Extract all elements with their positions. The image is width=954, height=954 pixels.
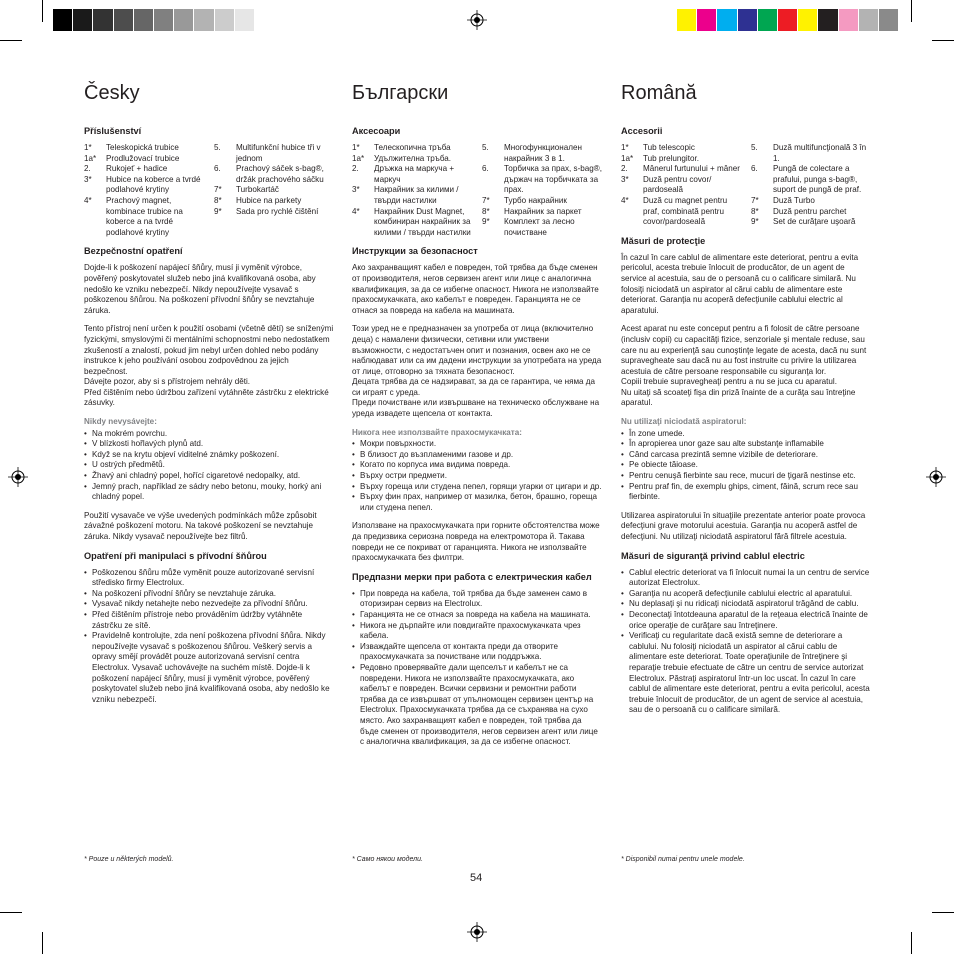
list-item: • Изваждайте щепсела от контакта преди да отворите прахосмукачката за почистване или поддръжка. [352, 642, 602, 663]
column-bulgarian [352, 82, 602, 756]
footnote: * Само някои модели. [352, 856, 423, 863]
crop-mark [0, 912, 22, 913]
accessory-number: 3* [352, 185, 360, 195]
accessory-name: Tub telescopic [643, 143, 695, 152]
list-item: • Върху остри предмети. [352, 471, 602, 482]
accessory-name: Sada pro rychlé čištění [236, 206, 319, 216]
list-item: • Jemný prach, například ze sádry nebo betonu, mouky, horký ani chladný popel. [84, 482, 334, 503]
list-item: • Редовно проверявайте дали щепселът и кабелът не са повредени. Никога не използвайте прахосмукачката, ако кабелът е повреден. Всички сервизни и ремонтни работи трябва да се извършват от упълномощен сервизен център на Electrolux. Прахосмукачката трябва да се съхранява на сухо място. Ако захранващият кабел е повреден, той трябва да бъде сменен от производителя, негов сервизен агент или лице с аналогична квалификация, за да се избегне опасност. [352, 663, 602, 748]
accessory-name: Mânerul furtunului + mâner [643, 164, 740, 174]
accessory-name: Торбичка за прах, s-bag®, държач на торбичката за прах. [504, 164, 603, 195]
accessories-list [84, 143, 334, 238]
color-swatch [174, 9, 194, 31]
color-swatch [798, 9, 818, 31]
accessory-name: Pungă de colectare a prafului, punga s-bag®, suport de pungă de praf. [773, 164, 862, 195]
paragraph: Dojde-li k poškození napájecí šňůry, musí ji vyměnit výrobce, pověřený poskytovatel služeb nebo jiná kvalifikovaná osoba, aby nedošlo ke vzniku nebezpečí. Nikdy nepoužívejte vysavač s poškozenou šňůrou. Na poškození přívodní šňůry se nevztahuje záruka. [84, 263, 316, 315]
accessory-item [751, 217, 871, 228]
list-item: • V blízkosti hořlavých plynů atd. [84, 439, 334, 450]
list-item: • Върху фин прах, например от мазилка, бетон, брашно, гореща или студена пепел. [352, 492, 602, 513]
accessory-number: 1* [84, 143, 92, 152]
footnote: * Disponibil numai pentru unele modele. [621, 856, 745, 863]
accessory-number: 1a* [84, 153, 97, 163]
accessory-item [214, 164, 334, 185]
bullet-list [621, 568, 871, 716]
accessory-item [352, 185, 472, 206]
list-item: • Мокри повърхности. [352, 439, 602, 450]
accessory-number: 9* [482, 217, 490, 227]
accessory-number: 6. [482, 164, 489, 174]
accessories-column [621, 143, 741, 228]
bullet-list [352, 439, 602, 513]
color-swatch [778, 9, 798, 31]
accessory-number: 1a* [621, 153, 634, 163]
accessory-name: Turbokartáč [236, 185, 279, 195]
accessory-item [84, 143, 204, 154]
accessories-column [482, 143, 602, 238]
accessory-item [352, 143, 472, 154]
paragraph: Този уред не е предназначен за употреба от лица (включително деца) с намалени физически, сетивни или умствени възможности, с недостатъчен опит и познания, освен ако не се наблюдават или са им дадени инструкции за употребата на уреда от лице, отговорно за тяхната безопасност. Децата трябва да се надзирават, за да се гарантира, че няма да си играят с уреда. Преди почистване или извършване на техническо обслужване на уреда извадете щепсела от контакта. [352, 324, 602, 419]
subheading: Nikdy nevysávejte: [84, 417, 157, 427]
accessory-number: 3* [621, 174, 629, 184]
accessory-number: 1* [621, 143, 629, 152]
paragraph: Acest aparat nu este conceput pentru a fi folosit de către persoane (inclusiv copii) cu capacităţi fizice, senzoriale şi mentale reduse, sau care nu au experienţă sau cunoştinţe legate de acesta, dacă nu sunt supravegheate sau dacă nu au fost instruite cu privire la utilizarea acestuia de către persoane responsabile cu siguranţa lor. Copiii trebuie supravegheaţi pentru a nu se juca cu aparatul. Nu uitaţi să scoateţi fişa din priză înainte de a curăţa sau întreţine aparatul. [621, 324, 867, 408]
accessory-name: Накрайник Dust Magnet, комбиниран накрайник за килими / твърди настилки [374, 206, 471, 237]
accessory-item [621, 196, 741, 228]
crop-mark [932, 912, 954, 913]
accessory-name: Prachový sáček s-bag®, držák prachového sáčku [236, 164, 324, 184]
list-item: • În apropierea unor gaze sau alte substanţe inflamabile [621, 439, 871, 450]
accessory-number: 9* [751, 217, 759, 227]
accessory-number: 1a* [352, 153, 365, 163]
column-czech [84, 82, 334, 713]
accessory-name: Duză cu magnet pentru praf, combinată pentru covor/pardoseală [643, 195, 728, 227]
list-item: • Když se na krytu objeví viditelné známky poškození. [84, 450, 334, 461]
accessories-column [352, 143, 472, 238]
list-item: • Гаранцията не се отнася за повреда на кабела на машината. [352, 610, 602, 621]
accessory-number: 6. [751, 164, 758, 174]
accessory-item [751, 164, 871, 196]
color-swatch [818, 9, 838, 31]
registration-mark-icon [467, 922, 487, 942]
registration-mark-icon [467, 10, 487, 30]
list-item: • Когато по корпуса има видима повреда. [352, 460, 602, 471]
list-item: • În zone umede. [621, 429, 871, 440]
accessory-item [751, 143, 871, 164]
crop-mark [42, 932, 43, 954]
accessory-name: Дръжка на маркуча + маркуч [374, 164, 455, 184]
paragraph: Ако захранващият кабел е повреден, той трябва да бъде сменен от производителя, негов сервизен агент или лице с аналогична квалификация, за да се избегне опасност. Никога не използвайте прахосмукачката, ако кабелът е повреден. Гаранцията не се отнася за повреда на кабела на машината. [352, 263, 599, 315]
color-swatch [73, 9, 93, 31]
accessory-item [352, 164, 472, 185]
bullet-list [621, 429, 871, 503]
color-swatch [255, 9, 275, 31]
accessory-number: 8* [214, 195, 222, 205]
accessory-number: 8* [482, 206, 490, 216]
crop-mark [911, 932, 912, 954]
accessory-item [621, 143, 741, 154]
section-heading: Accesorii [621, 126, 663, 136]
color-swatch [859, 9, 879, 31]
accessory-item [84, 154, 204, 165]
accessory-number: 7* [751, 195, 759, 205]
color-swatch [717, 9, 737, 31]
crop-mark [0, 40, 22, 41]
accessories-column [751, 143, 871, 228]
list-item: • Pe obiecte tăioase. [621, 460, 871, 471]
accessory-number: 2. [84, 164, 91, 174]
list-item: • Před čištěním přístroje nebo prováděním údržby vytáhněte zástrčku ze sítě. [84, 610, 334, 631]
section-heading: Opatření při manipulaci s přívodní šňůrou [84, 550, 267, 561]
accessory-name: Накрайник за паркет [504, 206, 582, 216]
accessory-name: Duză multifuncţională 3 în 1. [773, 143, 867, 163]
accessory-number: 2. [621, 164, 628, 174]
process-color-bar [677, 9, 899, 31]
accessory-number: 7* [214, 185, 222, 195]
accessories-column [84, 143, 204, 238]
accessory-item [84, 196, 204, 238]
color-swatch [134, 9, 154, 31]
color-swatch [53, 9, 73, 31]
list-item: • Върху гореща или студена пепел, горящи угарки от цигари и др. [352, 482, 602, 493]
list-item: • Nu deplasaţi şi nu ridicaţi niciodată aspiratorul trăgând de cablu. [621, 599, 871, 610]
bullet-list [84, 429, 334, 503]
accessories-column [214, 143, 334, 238]
accessory-item [214, 196, 334, 207]
list-item: • Când carcasa prezintă semne vizibile de deteriorare. [621, 450, 871, 461]
accessory-number: 7* [482, 195, 490, 205]
registration-mark-icon [8, 467, 28, 487]
section-heading: Аксесоари [352, 126, 401, 136]
paragraph: Използване на прахосмукачката при горните обстоятелства може да предизвика сериозна повреда на електромотора й. Такава повреди не се покриват от гаранцията. Никога не използвайте прахосмукачката без филтри. [352, 521, 600, 563]
color-swatch [697, 9, 717, 31]
accessory-item [352, 207, 472, 239]
paragraph: În cazul în care cablul de alimentare este deteriorat, pentru a evita pericolul, acesta trebuie înlocuit de producător, de un agent de service al acestuia, sau de o persoană cu o calificare similară. Nu folosiţi niciodată un aspirator al cărui cablu de alimentare este deteriorat. Garanţia nu acoperă defecţiunile cablului electric al aparatului. [621, 252, 859, 315]
accessory-name: Комплект за лесно почистване [504, 217, 575, 237]
paragraph: Použití vysavače ve výše uvedených podmínkách může způsobit závažné poškození motoru. Na takové poškození se nevztahuje záruka. Nikdy vysavač nepoužívejte bez filtrů. [84, 510, 317, 541]
accessory-number: 4* [621, 195, 629, 205]
accessory-name: Удължителна тръба. [374, 153, 452, 163]
accessory-name: Duză Turbo [773, 195, 815, 205]
accessories-list [621, 143, 871, 228]
crop-mark [42, 0, 43, 22]
accessory-item [621, 154, 741, 165]
accessory-name: Tub prelungitor. [643, 153, 699, 163]
accessory-name: Prachový magnet, kombinace trubice na koberce a na tvrdé podlahové krytiny [106, 195, 183, 237]
color-swatch [154, 9, 174, 31]
bullet-list [352, 589, 602, 748]
accessory-item [214, 143, 334, 164]
accessories-list [352, 143, 602, 238]
crop-mark [932, 40, 954, 41]
accessory-name: Multifunkční hubice tři v jednom [236, 143, 321, 163]
list-item: • U ostrých předmětů. [84, 460, 334, 471]
accessory-number: 4* [352, 206, 360, 216]
paragraph: Utilizarea aspiratorului în situaţiile prezentate anterior poate provoca defecţiuni grave motorului acestuia. Garanţia nu acoperă astfel de defecţiuni. Nu utilizaţi niciodată aspiratorul fără filtrele acestuia. [621, 510, 866, 541]
accessory-name: Турбо накрайник [504, 195, 567, 205]
color-swatch [677, 9, 697, 31]
list-item: • Poškozenou šňůru může vyměnit pouze autorizované servisní středisko firmy Electrolux. [84, 568, 334, 589]
accessory-number: 5. [482, 143, 489, 152]
accessory-item [482, 196, 602, 207]
list-item: • Žhavý ani chladný popel, hořící cigaretové nedopalky, atd. [84, 471, 334, 482]
section-heading: Bezpečnostní opatření [84, 246, 183, 257]
accessory-item [482, 207, 602, 218]
color-swatch [235, 9, 255, 31]
accessory-number: 5. [751, 143, 758, 152]
accessory-number: 4* [84, 195, 92, 205]
accessory-name: Rukojeť + hadice [106, 164, 168, 174]
section-heading: Příslušenství [84, 126, 142, 136]
list-item: • При повреда на кабела, той трябва да бъде заменен само в оторизиран сервиз на Electrolux. [352, 589, 602, 610]
accessory-name: Set de curăţare uşoară [773, 217, 856, 227]
accessory-name: Многофункционален накрайник 3 в 1. [504, 143, 582, 163]
list-item: • Garanţia nu acoperă defecţiunile cablului electric al aparatului. [621, 589, 871, 600]
language-title: Български [352, 82, 449, 104]
accessory-item [352, 154, 472, 165]
list-item: • Na mokrém povrchu. [84, 429, 334, 440]
list-item: • Na poškození přívodní šňůry se nevztahuje záruka. [84, 589, 334, 600]
section-heading: Инструкции за безопасност [352, 246, 478, 257]
color-swatch [114, 9, 134, 31]
color-swatch [758, 9, 778, 31]
list-item: • Cablul electric deteriorat va fi înlocuit numai la un centru de service autorizat Electrolux. [621, 568, 871, 589]
section-heading: Măsuri de protecţie [621, 235, 706, 246]
grayscale-color-bar [53, 9, 275, 31]
accessory-name: Teleskopická trubice [106, 143, 179, 152]
accessory-item [482, 143, 602, 164]
accessory-number: 6. [214, 164, 221, 174]
accessory-name: Hubice na koberce a tvrdé podlahové krytiny [106, 174, 201, 195]
accessory-item [214, 185, 334, 196]
accessory-number: 5. [214, 143, 221, 152]
accessory-number: 1* [352, 143, 360, 152]
color-swatch [879, 9, 899, 31]
subheading: Никога нее използвайте прахосмукачката: [352, 427, 522, 437]
accessory-name: Duză pentru parchet [773, 206, 847, 216]
accessory-item [751, 196, 871, 207]
accessory-name: Hubice na parkety [236, 195, 302, 205]
crop-mark [911, 0, 912, 22]
accessory-item [84, 175, 204, 196]
accessory-number: 2. [352, 164, 359, 174]
accessory-item [482, 217, 602, 238]
section-heading: Предпазни мерки при работа с електрическия кабел [352, 571, 592, 582]
accessory-number: 3* [84, 174, 92, 184]
accessory-name: Prodlužovací trubice [106, 153, 180, 163]
list-item: • Pentru cenuşă fierbinte sau rece, mucuri de ţigară nestinse etc. [621, 471, 871, 482]
list-item: • Pentru praf fin, de exemplu ghips, ciment, făină, scrum rece sau fierbinte. [621, 482, 871, 503]
section-heading: Măsuri de siguranţă privind cablul electric [621, 550, 805, 561]
color-swatch [839, 9, 859, 31]
accessory-item [621, 175, 741, 196]
color-swatch [738, 9, 758, 31]
footnote: * Pouze u některých modelů. [84, 856, 174, 863]
accessory-item [621, 164, 741, 175]
language-title: Česky [84, 82, 140, 104]
accessory-item [482, 164, 602, 196]
accessory-item [84, 164, 204, 175]
list-item: • Deconectaţi întotdeauna aparatul de la reţeaua electrică înainte de orice operaţie de curăţare sau întreţinere. [621, 610, 871, 631]
list-item: • В близост до възпламеними газове и др. [352, 450, 602, 461]
language-title: Română [621, 82, 697, 104]
subheading: Nu utilizaţi niciodată aspiratorul: [621, 417, 747, 427]
list-item: • Pravidelně kontrolujte, zda není poškozena přívodní šňůra. Nikdy nepoužívejte vysavač s poškozenou šňůrou. Veškerý servis a opravy smějí provádět pouze autorizovaná servisní centra Electrolux. Vysavač uchovávejte na suchém místě. Dojde-li k poškození napájecí šňůry, musí ji vyměnit výrobce, pověřený poskytovatel služeb nebo jiná kvalifikovaná osoba, aby nedošlo ke vzniku nebezpečí. [84, 631, 334, 705]
accessory-name: Телескопична тръба [374, 143, 451, 152]
registration-mark-icon [926, 467, 946, 487]
paragraph: Tento přístroj není určen k použití osobami (včetně dětí) se sníženými fyzickými, smyslovými či mentálními schopnostmi nebo nedostatkem zkušeností a znalostí, pokud jim nebyl určen dohled nebo podány instrukce k jeho používání osobou zodpovědnou za jejich bezpečnost. Dávejte pozor, aby si s přístrojem nehrály děti. Před čištěním nebo údržbou zařízení vytáhněte zástrčku z elektrické zásuvky. [84, 324, 334, 408]
accessory-name: Duză pentru covor/ pardoseală [643, 174, 712, 195]
accessory-number: 8* [751, 206, 759, 216]
bullet-list [84, 568, 334, 706]
list-item: • Никога не дърпайте или повдигайте прахосмукачката чрез кабела. [352, 621, 602, 642]
accessory-name: Накрайник за килими / твърди настилки [374, 185, 459, 205]
accessory-number: 9* [214, 206, 222, 216]
accessory-item [214, 207, 334, 218]
list-item: • Verificaţi cu regularitate dacă există semne de deteriorare a cablului. Nu folosiţi niciodată un aspirator al cărui cablu de alimentare este deteriorat. Toate operaţiunile de întreţinere şi reparaţie trebuie efectuate de către un centru de service autorizat Electrolux. Păstraţi aspiratorul într-un loc uscat. În cazul în care cablul de alimentare este deteriorat, pentru a evita pericolul, acesta trebuie înlocuit de producător, de un agent de service al acestuia, sau de o persoană cu o calificare similară. [621, 631, 871, 716]
accessory-item [751, 207, 871, 218]
page-number: 54 [470, 872, 483, 884]
column-romanian [621, 82, 871, 724]
list-item: • Vysavač nikdy netahejte nebo nezvedejte za přívodní šňůru. [84, 599, 334, 610]
color-swatch [215, 9, 235, 31]
color-swatch [194, 9, 214, 31]
color-swatch [93, 9, 113, 31]
